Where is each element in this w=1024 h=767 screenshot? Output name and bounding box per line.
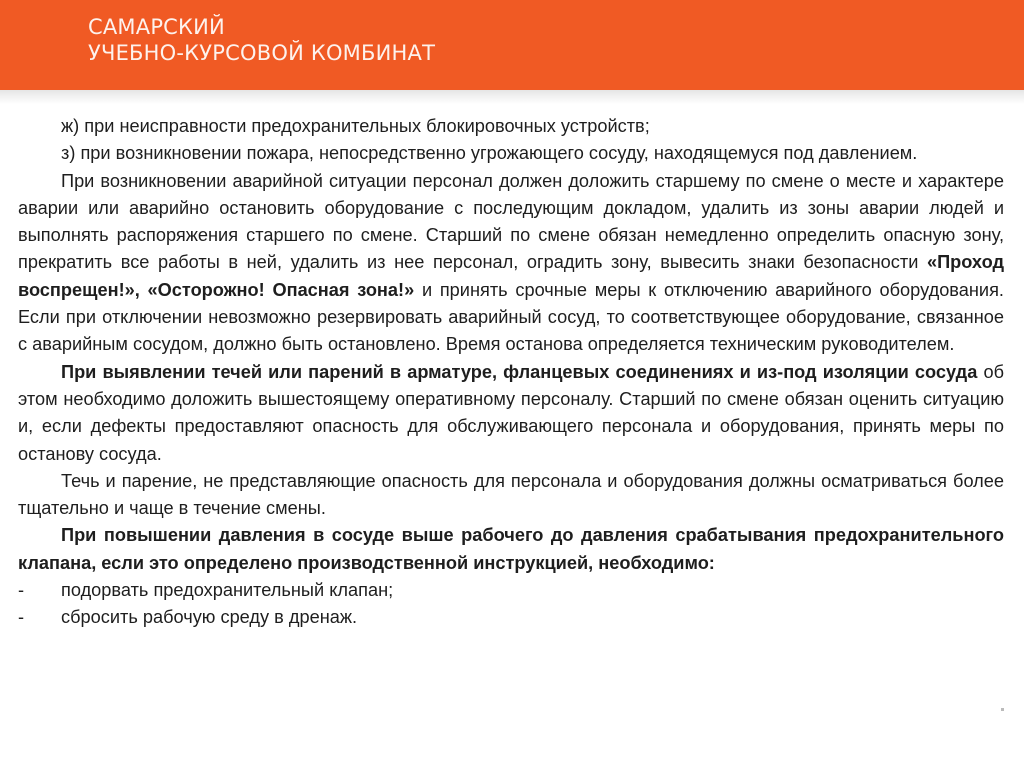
brand-logo-text	[88, 14, 435, 66]
paragraph-leaks	[18, 359, 1004, 468]
list-item-text: сбросить рабочую среду в дренаж.	[61, 607, 358, 628]
header-shadow	[0, 90, 1024, 104]
header-bar	[0, 0, 1024, 90]
paragraph-emergency-text-a: При возникновении аварийной ситуации персонал должен доложить старшему по смене о месте и характере аварии или аварийно остановить оборудование с последующим докладом, удалить из зоны аварии людей и выполнять распоряжения старшего по смене. Старший по смене обязан немедленно определить опасную зону, прекратить все работы в ней, удалить из нее персонал, оградить зону, вывесить знаки безопасности	[18, 170, 1004, 273]
paragraph-pressure	[18, 522, 1004, 577]
document-body	[18, 113, 1004, 632]
paragraph-leaks-bold: При выявлении течей или парений в арматуре, фланцевых соединениях и из-под изоляции сосуда	[61, 361, 978, 382]
paragraph-leaks-text: об этом необходимо доложить вышестоящему оперативному персоналу. Старший по смене обязан оценить ситуацию и, если дефекты предоставляют опасность для обслуживающего персонала и оборудования, принять меры по останову сосуда.	[18, 361, 1004, 464]
list-dash: -	[18, 607, 25, 628]
brand-line-2: УЧЕБНО-КУРСОВОЙ КОМБИНАТ	[88, 41, 436, 65]
paragraph-item-z: з) при возникновении пожара, непосредственно угрожающего сосуду, находящемуся под давлением.	[61, 143, 918, 164]
paragraph-steam: Течь и парение, не представляющие опасность для персонала и оборудования должны осматриваться более тщательно и чаще в течение смены.	[18, 470, 1004, 519]
list-dash: -	[18, 580, 25, 601]
list-item	[18, 577, 1004, 604]
paragraph-pressure-bold: При повышении давления в сосуде выше рабочего до давления срабатывания предохранительного клапана, если это определено производственной инструкцией, необходимо:	[18, 525, 1004, 573]
paragraph-item-zh: ж) при неисправности предохранительных блокировочных устройств;	[61, 116, 650, 136]
list-item-text: подорвать предохранительный клапан;	[61, 580, 394, 601]
paragraph-emergency	[18, 168, 1004, 359]
corner-dot	[1001, 708, 1004, 711]
brand-line-1: САМАРСКИЙ	[88, 15, 225, 39]
list-item	[18, 604, 1004, 631]
paragraph-emergency-text-b: и принять срочные меры к отключению аварийного оборудования. Если при отключении невозможно резервировать аварийный сосуд, то соответствующее оборудование, связанное с аварийным сосудом, должно быть остановлено. Время останова определяется техническим руководителем.	[18, 279, 1004, 355]
paragraph-emergency-signs: «Проход воспрещен!», «Осторожно! Опасная зона!»	[18, 252, 1004, 300]
